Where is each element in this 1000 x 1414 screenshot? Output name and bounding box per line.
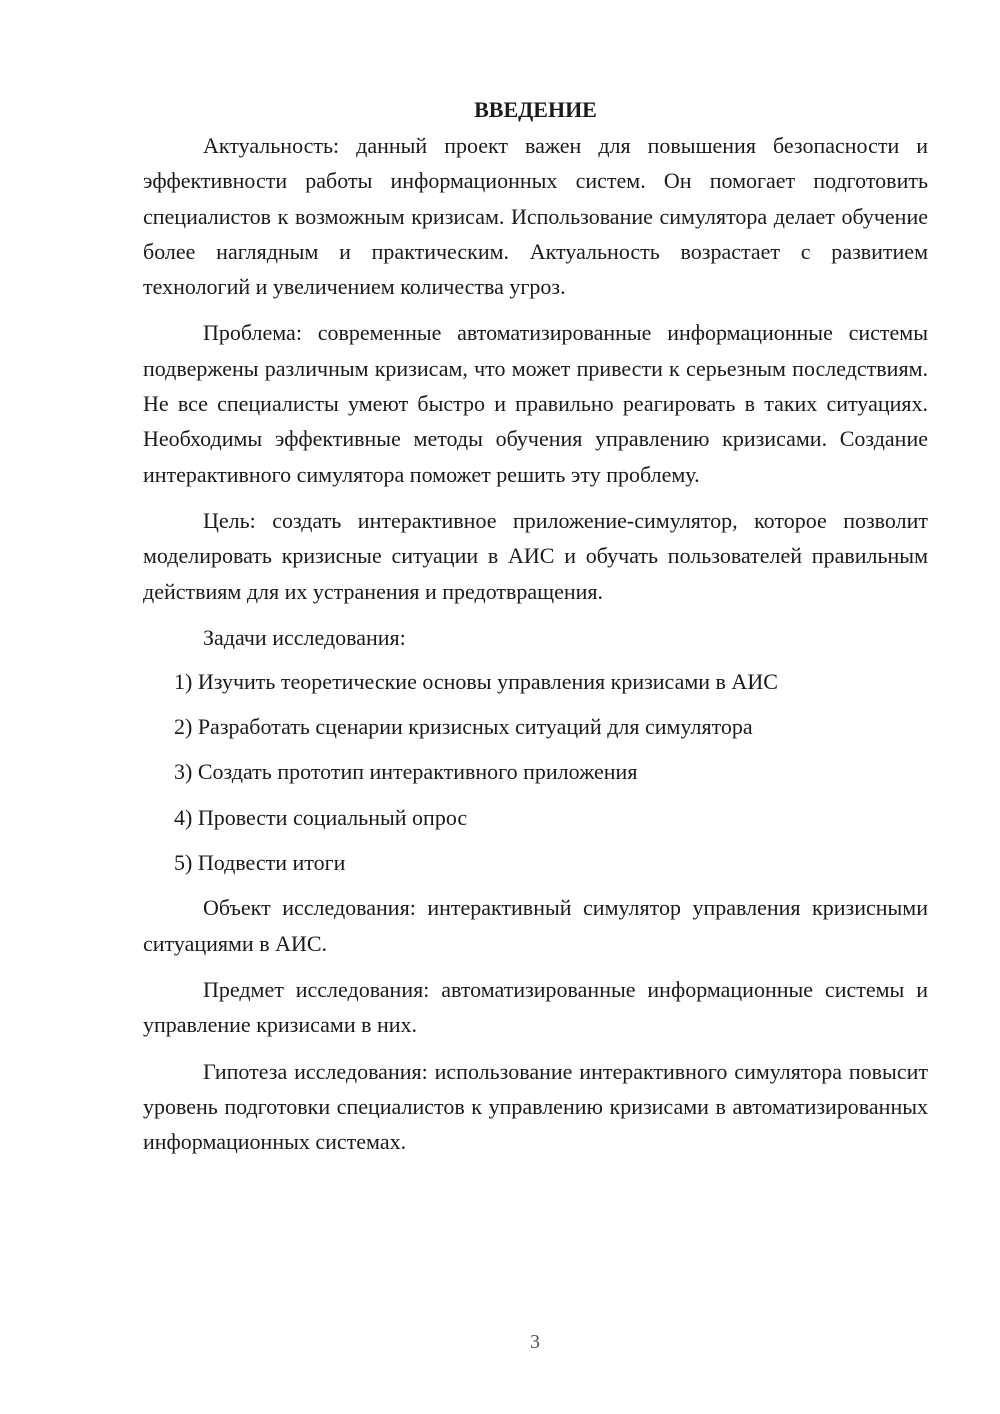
tasks-heading: Задачи исследования: — [203, 624, 406, 650]
list-item: 4) Провести социальный опрос — [174, 804, 468, 830]
task-list — [143, 664, 928, 880]
section-title: ВВЕДЕНИЕ — [474, 97, 597, 122]
document-page — [143, 94, 928, 1159]
paragraph-relevance: Актуальность: данный проект важен для повышения безопасности и эффективности работы информационных систем. Он помогает подготовить специалистов к возможным кризисам. Использование симулятора делает обучение более наглядным и практическим. Актуальность возрастает с развитием технологий и увеличением количества угроз. — [143, 133, 928, 300]
paragraph-subject: Предмет исследования: автоматизированные информационные системы и управление кризисами в них. — [143, 976, 928, 1038]
paragraph-problem: Проблема: современные автоматизированные информационные системы подвержены различным кризисам, что может привести к серьезным последствиям. Не все специалисты умеют быстро и правильно реагировать в таких ситуациях. Необходимы эффективные методы обучения управлению кризисами. Создание интерактивного симулятора поможет решить эту проблему. — [143, 320, 928, 487]
page-number: 3 — [530, 1331, 540, 1353]
list-item: 5) Подвести итоги — [174, 850, 346, 876]
list-item: 2) Разработать сценарии кризисных ситуаций для симулятора — [174, 714, 753, 740]
list-item: 3) Создать прототип интерактивного приложения — [174, 759, 638, 785]
list-item: 1) Изучить теоретические основы управления кризисами в АИС — [174, 668, 778, 694]
paragraph-hypothesis: Гипотеза исследования: использование интерактивного симулятора повысит уровень подготовки специалистов к управлению кризисами в автоматизированных информационных системах. — [143, 1058, 928, 1155]
paragraph-object: Объект исследования: интерактивный симулятор управления кризисными ситуациями в АИС. — [143, 895, 928, 956]
paragraph-goal: Цель: создать интерактивное приложение-симулятор, которое позволит моделировать кризисные ситуации в АИС и обучать пользователей правильным действиям для их устранения и предотвращения. — [143, 507, 928, 604]
